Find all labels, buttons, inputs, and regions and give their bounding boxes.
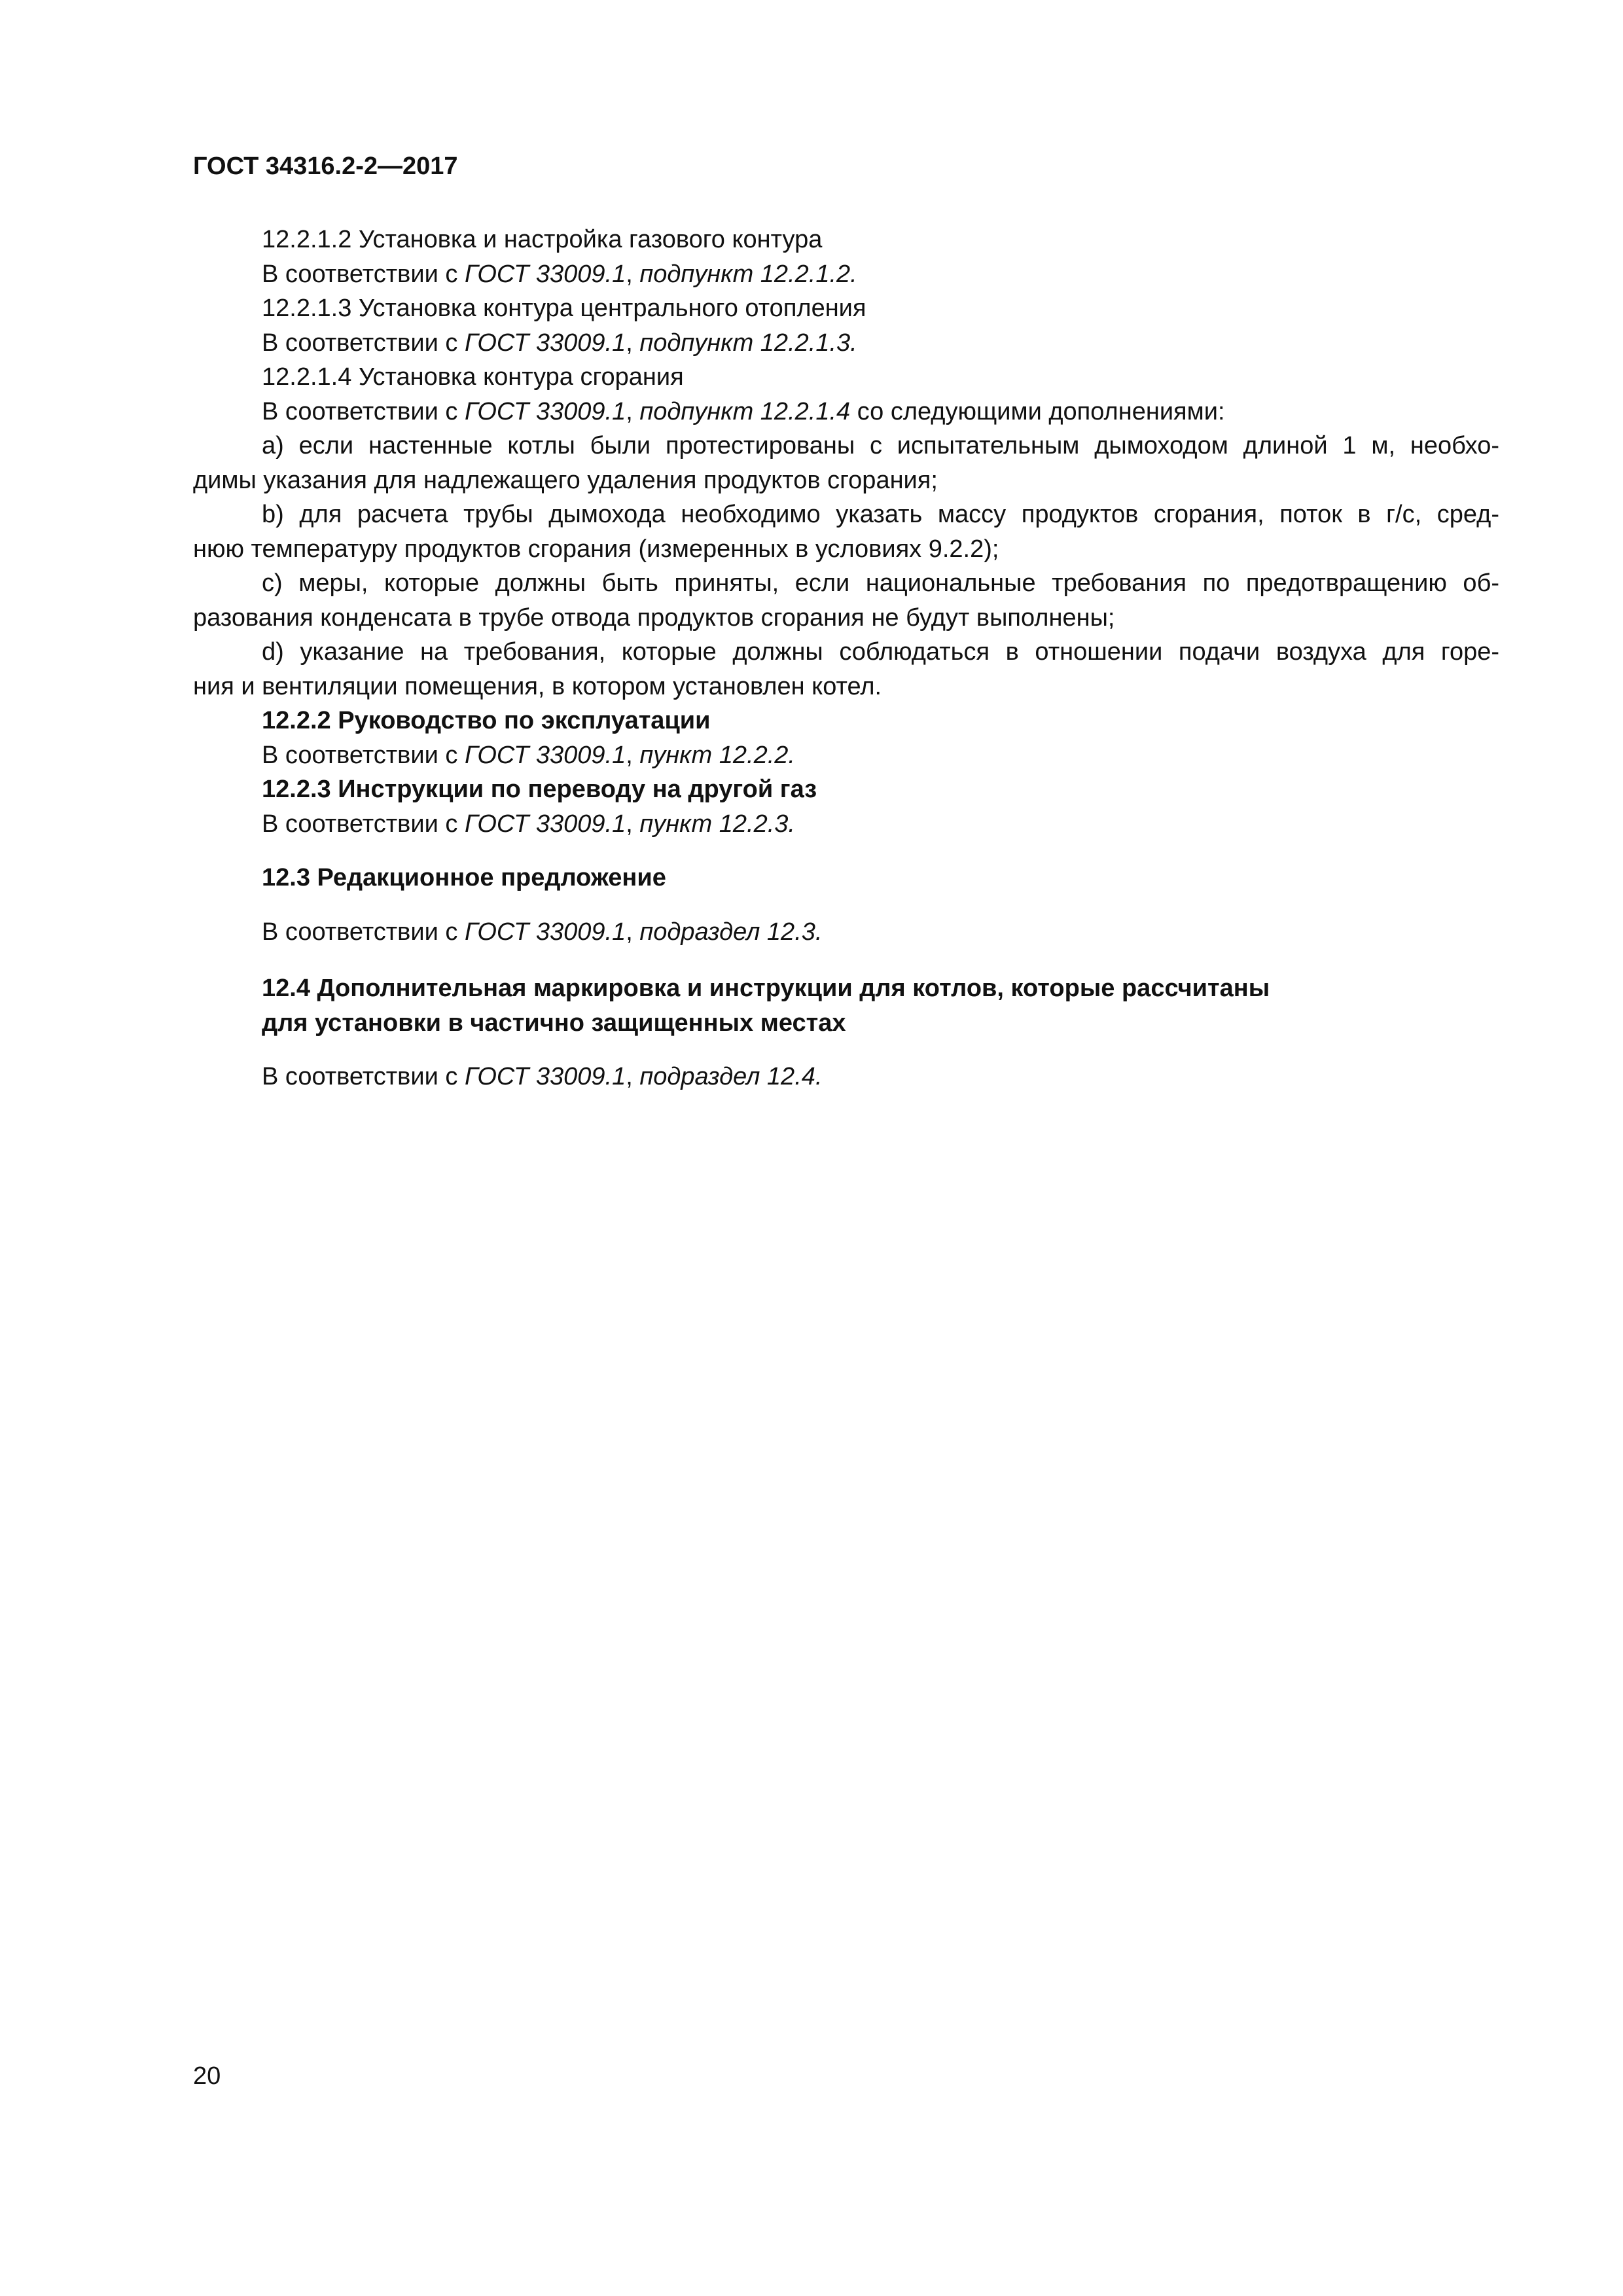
- reference-prefix: В соответствии с: [262, 397, 465, 425]
- section-heading-12-4-line1: 12.4 Дополнительная маркировка и инструкции для котлов, которые рассчитаны: [262, 975, 1270, 1002]
- subsection-heading-12-2-1-4: 12.2.1.4 Установка контура сгорания: [262, 363, 684, 391]
- standard-reference: ГОСТ 33009.1: [464, 260, 626, 288]
- standard-reference: ГОСТ 33009.1: [464, 741, 626, 769]
- reference-line-12-2-1-2: [193, 257, 1499, 292]
- subsection-heading-12-2-1-3: 12.2.1.3 Установка контура центрального отопления: [262, 295, 866, 322]
- reference-prefix: В соответствии с: [262, 260, 465, 288]
- clause-reference: подраздел 12.3.: [639, 918, 823, 946]
- reference-prefix: В соответствии с: [262, 741, 465, 769]
- standard-reference: ГОСТ 33009.1: [464, 810, 626, 838]
- list-item-b-line2: нюю температуру продуктов сгорания (измеренных в условиях 9.2.2);: [193, 535, 999, 563]
- section-heading-12-4-line2: для установки в частично защищенных местах: [262, 1009, 846, 1037]
- list-item-d-line2: ния и вентиляции помещения, в котором установлен котел.: [193, 672, 882, 700]
- reference-separator: ,: [626, 918, 640, 946]
- reference-line-12-2-2: [193, 738, 1499, 773]
- reference-separator: ,: [626, 1063, 640, 1090]
- clause-reference: подпункт 12.2.1.2.: [639, 260, 857, 288]
- list-item-c-line1: c) меры, которые должны быть приняты, если национальные требования по предотвращению об-: [262, 569, 1499, 597]
- reference-suffix: со следующими дополнениями:: [850, 397, 1225, 425]
- reference-prefix: В соответствии с: [262, 1063, 465, 1090]
- clause-reference: подраздел 12.4.: [639, 1063, 823, 1090]
- list-item-c-line2: разования конденсата в трубе отвода продуктов сгорания не будут выполнены;: [193, 603, 1115, 632]
- standard-reference: ГОСТ 33009.1: [464, 1063, 626, 1090]
- reference-prefix: В соответствии с: [262, 810, 465, 838]
- standard-reference: ГОСТ 33009.1: [464, 329, 626, 357]
- page-number: 20: [193, 2062, 221, 2090]
- reference-line-12-2-3: [193, 807, 1499, 842]
- clause-reference: пункт 12.2.2.: [639, 741, 795, 769]
- reference-separator: ,: [626, 810, 640, 838]
- reference-line-12-2-1-4: [193, 395, 1499, 429]
- reference-prefix: В соответствии с: [262, 918, 465, 946]
- reference-separator: ,: [626, 260, 640, 288]
- reference-prefix: В соответствии с: [262, 329, 465, 357]
- document-body: [193, 223, 1499, 1094]
- reference-line-12-2-1-3: [193, 326, 1499, 361]
- subsection-heading-12-2-2: 12.2.2 Руководство по эксплуатации: [262, 707, 711, 734]
- reference-separator: ,: [626, 741, 640, 769]
- reference-separator: ,: [626, 329, 640, 357]
- standard-reference: ГОСТ 33009.1: [464, 397, 626, 425]
- clause-reference: пункт 12.2.3.: [639, 810, 795, 838]
- document-id-header: ГОСТ 34316.2-2—2017: [193, 152, 458, 180]
- reference-separator: ,: [626, 397, 640, 425]
- section-heading-12-3: 12.3 Редакционное предложение: [262, 864, 666, 891]
- list-item-a-line2: димы указания для надлежащего удаления продуктов сгорания;: [193, 466, 938, 494]
- list-item-d-line1: d) указание на требования, которые должны соблюдаться в отношении подачи воздуха для горе-: [262, 638, 1499, 666]
- clause-reference: подпункт 12.2.1.4: [639, 397, 851, 425]
- subsection-heading-12-2-1-2: 12.2.1.2 Установка и настройка газового контура: [262, 226, 823, 253]
- standard-reference: ГОСТ 33009.1: [464, 918, 626, 946]
- list-item-a-line1: a) если настенные котлы были протестированы с испытательным дымоходом длиной 1 м, необхо-: [262, 432, 1499, 459]
- reference-line-12-4: [193, 1060, 1499, 1094]
- list-item-b-line1: b) для расчета трубы дымохода необходимо указать массу продуктов сгорания, поток в г/с, сред-: [262, 501, 1499, 528]
- clause-reference: подпункт 12.2.1.3.: [639, 329, 857, 357]
- reference-line-12-3: [193, 915, 1499, 950]
- subsection-heading-12-2-3: 12.2.3 Инструкции по переводу на другой газ: [262, 776, 817, 803]
